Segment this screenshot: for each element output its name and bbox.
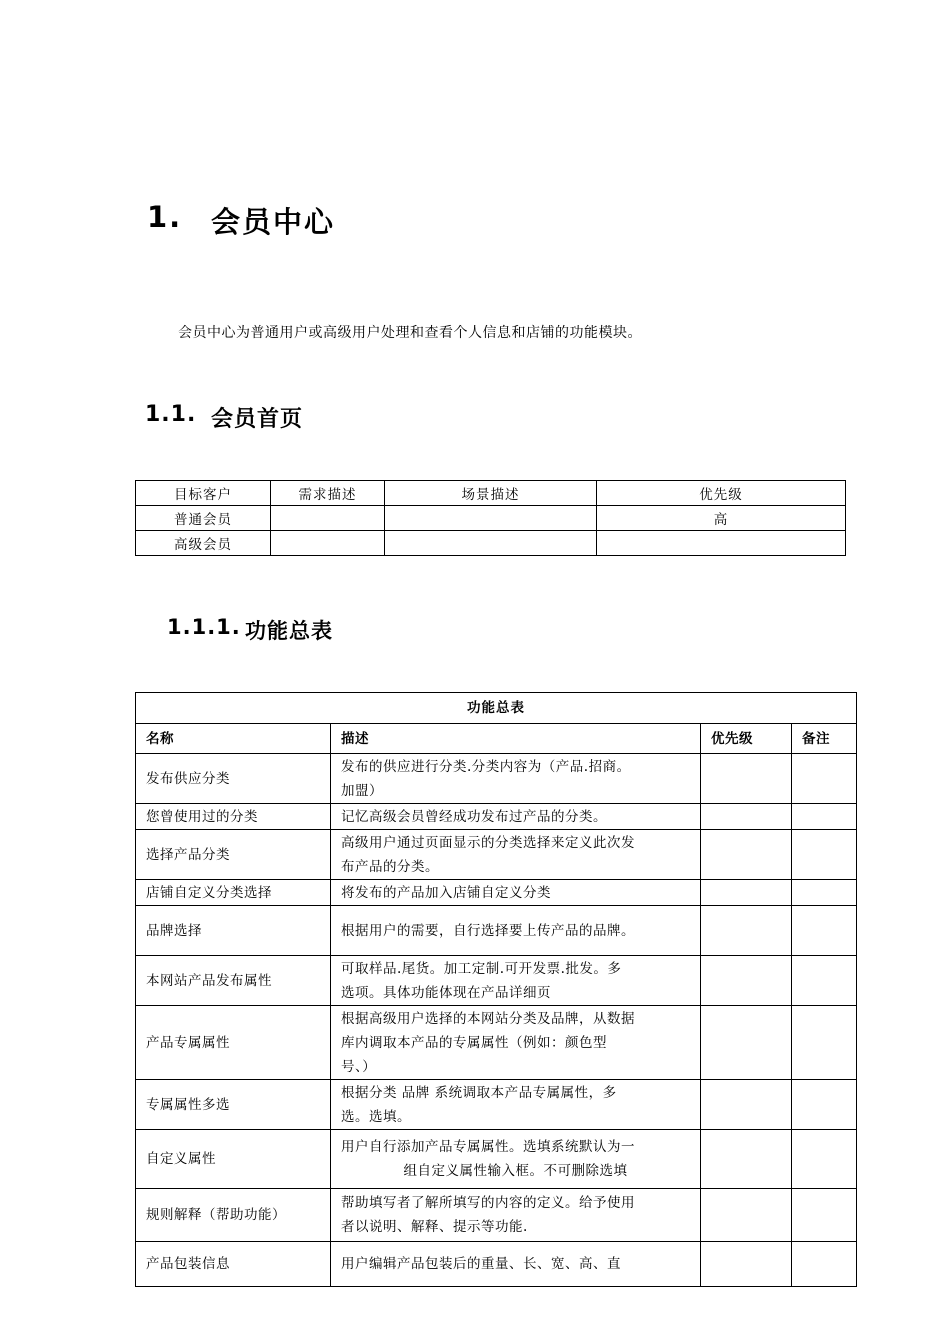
header-cell: 优先级 <box>701 724 792 754</box>
function-name: 产品包装信息 <box>136 1242 331 1287</box>
function-name: 店铺自定义分类选择 <box>136 880 331 906</box>
function-name: 专属属性多选 <box>136 1080 331 1130</box>
function-table <box>135 692 857 1287</box>
notes-cell <box>792 1006 857 1080</box>
description-line: 选项。具体功能体现在产品详细页 <box>341 984 551 1001</box>
description-line: 库内调取本产品的专属属性（例如：颜色型 <box>341 1034 607 1051</box>
table-row <box>136 956 857 1006</box>
section-heading <box>147 200 335 241</box>
table-cell <box>271 506 385 531</box>
description-line: 用户自行添加产品专属属性。选填系统默认为一 <box>341 1139 635 1155</box>
table-row <box>136 531 846 556</box>
function-name: 自定义属性 <box>136 1130 331 1189</box>
table-cell: 高 <box>597 506 846 531</box>
subsection-heading <box>145 402 303 433</box>
function-description <box>331 1189 701 1242</box>
description-line: 者以说明、解释、提示等功能. <box>341 1219 528 1235</box>
table-cell <box>271 531 385 556</box>
table-cell: 高级会员 <box>136 531 271 556</box>
function-table-caption-row <box>136 693 857 724</box>
table-row <box>136 804 857 830</box>
function-name: 本网站产品发布属性 <box>136 956 331 1006</box>
description-line: 组自定义属性输入框。不可删除选填 <box>403 1163 628 1179</box>
table-row <box>136 506 846 531</box>
table-row <box>136 906 857 956</box>
header-cell: 备注 <box>792 724 857 754</box>
description-line: 选。选填。 <box>341 1108 411 1125</box>
function-description <box>331 906 701 956</box>
function-description <box>331 830 701 880</box>
header-cell: 需求描述 <box>271 481 385 506</box>
section-title: 会员中心 <box>211 205 336 239</box>
priority-cell <box>701 906 792 956</box>
function-name: 产品专属属性 <box>136 1006 331 1080</box>
table-cell: 普通会员 <box>136 506 271 531</box>
function-name: 规则解释（帮助功能） <box>136 1189 331 1242</box>
function-table-caption: 功能总表 <box>136 693 857 724</box>
table-row <box>136 1080 857 1130</box>
section-number: 1. <box>147 200 183 234</box>
description-line: 高级用户通过页面显示的分类选择来定义此次发 <box>341 834 635 851</box>
description-line: 加盟） <box>341 782 383 799</box>
customer-table <box>135 480 846 556</box>
header-cell: 场景描述 <box>385 481 597 506</box>
function-table-body <box>136 754 857 1287</box>
description-line: 将发布的产品加入店铺自定义分类 <box>341 884 551 901</box>
priority-cell <box>701 1006 792 1080</box>
notes-cell <box>792 880 857 906</box>
table-row <box>136 754 857 804</box>
function-description <box>331 956 701 1006</box>
table-row <box>136 1006 857 1080</box>
subsection-number: 1.1. <box>145 402 197 427</box>
function-description <box>331 880 701 906</box>
notes-cell <box>792 754 857 804</box>
table-row <box>136 1242 857 1287</box>
table-cell <box>385 531 597 556</box>
table-row <box>136 1130 857 1189</box>
description-line: 可取样品.尾货。加工定制.可开发票.批发。多 <box>341 960 622 977</box>
table-row <box>136 880 857 906</box>
header-cell: 目标客户 <box>136 481 271 506</box>
priority-cell <box>701 880 792 906</box>
description-line: 根据分类 品牌 系统调取本产品专属属性，多 <box>341 1084 617 1101</box>
function-name: 发布供应分类 <box>136 754 331 804</box>
notes-cell <box>792 906 857 956</box>
notes-cell <box>792 1242 857 1287</box>
function-description <box>331 1130 701 1189</box>
table-cell <box>597 531 846 556</box>
function-name: 您曾使用过的分类 <box>136 804 331 830</box>
description-line: 用户编辑产品包装后的重量、长、宽、高、直 <box>341 1256 621 1272</box>
description-line: 发布的供应进行分类.分类内容为（产品.招商。 <box>341 758 631 775</box>
table-row <box>136 1189 857 1242</box>
priority-cell <box>701 1242 792 1287</box>
description-line: 帮助填写者了解所填写的内容的定义。给予使用 <box>341 1195 635 1211</box>
priority-cell <box>701 830 792 880</box>
header-cell: 优先级 <box>597 481 846 506</box>
function-name: 选择产品分类 <box>136 830 331 880</box>
priority-cell <box>701 804 792 830</box>
notes-cell <box>792 804 857 830</box>
header-cell: 描述 <box>331 724 701 754</box>
description-line: 号、） <box>341 1058 377 1075</box>
notes-cell <box>792 830 857 880</box>
function-description <box>331 1080 701 1130</box>
priority-cell <box>701 956 792 1006</box>
notes-cell <box>792 1130 857 1189</box>
description-line: 根据用户的需要，自行选择要上传产品的品牌。 <box>341 922 635 939</box>
function-description <box>331 1006 701 1080</box>
customer-table-header <box>136 481 846 506</box>
subsubsection-heading <box>167 615 333 645</box>
priority-cell <box>701 1080 792 1130</box>
function-name: 品牌选择 <box>136 906 331 956</box>
table-row <box>136 830 857 880</box>
notes-cell <box>792 956 857 1006</box>
priority-cell <box>701 1130 792 1189</box>
function-description <box>331 804 701 830</box>
priority-cell <box>701 754 792 804</box>
intro-paragraph: 会员中心为普通用户或高级用户处理和查看个人信息和店铺的功能模块。 <box>178 325 642 341</box>
subsection-title: 会员首页 <box>211 407 304 432</box>
function-description <box>331 1242 701 1287</box>
table-cell <box>385 506 597 531</box>
header-cell: 名称 <box>136 724 331 754</box>
subsubsection-number: 1.1.1. <box>167 615 241 639</box>
priority-cell <box>701 1189 792 1242</box>
notes-cell <box>792 1080 857 1130</box>
description-line: 根据高级用户选择的本网站分类及品牌，从数据 <box>341 1010 635 1027</box>
function-description <box>331 754 701 804</box>
description-line: 布产品的分类。 <box>341 858 439 875</box>
function-table-header <box>136 724 857 754</box>
notes-cell <box>792 1189 857 1242</box>
description-line: 记忆高级会员曾经成功发布过产品的分类。 <box>341 808 607 825</box>
subsubsection-title: 功能总表 <box>245 619 333 643</box>
